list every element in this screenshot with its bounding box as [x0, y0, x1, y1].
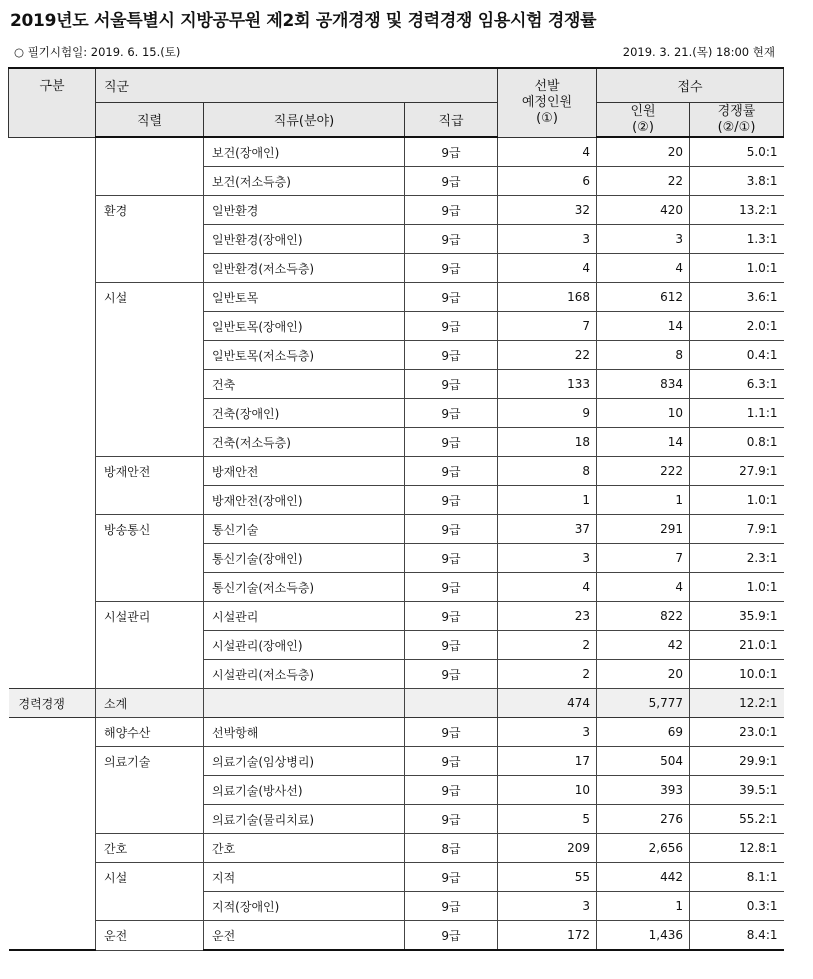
header-jikgeup: 직급: [405, 103, 498, 138]
cell-gubun: 경력경쟁: [9, 689, 96, 718]
cell-jikryeol: 소계: [96, 689, 204, 718]
cell-applicants: 2,656: [597, 834, 690, 863]
cell-gubun: [9, 137, 96, 167]
cell-planned: 22: [498, 341, 597, 370]
table-row: [9, 399, 784, 428]
cell-planned: 172: [498, 921, 597, 951]
cell-planned: 2: [498, 631, 597, 660]
cell-gubun: [9, 544, 96, 573]
cell-rate: 5.0:1: [690, 137, 784, 167]
table-row: [9, 457, 784, 486]
cell-gubun: [9, 747, 96, 776]
cell-gubun: [9, 312, 96, 341]
exam-date: ○ 필기시험일: 2019. 6. 15.(토): [14, 45, 181, 59]
cell-rate: 7.9:1: [690, 515, 784, 544]
cell-gubun: [9, 225, 96, 254]
cell-planned: 3: [498, 892, 597, 921]
cell-grade: 9급: [405, 457, 498, 486]
cell-applicants: 1: [597, 486, 690, 515]
cell-jikryeol: [96, 225, 204, 254]
cell-jikryu: 방재안전: [204, 457, 405, 486]
cell-applicants: 393: [597, 776, 690, 805]
table-row: [9, 805, 784, 834]
cell-applicants: 420: [597, 196, 690, 225]
cell-grade: 9급: [405, 283, 498, 312]
cell-jikryu: 의료기술(방사선): [204, 776, 405, 805]
cell-gubun: [9, 921, 96, 951]
table-row: [9, 486, 784, 515]
cell-planned: 18: [498, 428, 597, 457]
cell-grade: 9급: [405, 660, 498, 689]
cell-planned: 37: [498, 515, 597, 544]
cell-planned: 1: [498, 486, 597, 515]
cell-jikryu: 건축(장애인): [204, 399, 405, 428]
cell-applicants: 222: [597, 457, 690, 486]
cell-jikryu: [204, 689, 405, 718]
table-row: [9, 631, 784, 660]
cell-jikryeol: 간호: [96, 834, 204, 863]
cell-rate: 2.3:1: [690, 544, 784, 573]
cell-grade: 9급: [405, 486, 498, 515]
header-jikgun: 직군: [96, 68, 498, 103]
cell-jikryu: 지적(장애인): [204, 892, 405, 921]
cell-jikryeol: 운전: [96, 921, 204, 951]
cell-grade: 9급: [405, 573, 498, 602]
cell-rate: 27.9:1: [690, 457, 784, 486]
table-row: [9, 689, 784, 718]
cell-rate: 1.0:1: [690, 486, 784, 515]
cell-jikryu: 보건(저소득층): [204, 167, 405, 196]
cell-grade: 9급: [405, 921, 498, 951]
cell-applicants: 4: [597, 573, 690, 602]
cell-rate: 55.2:1: [690, 805, 784, 834]
cell-planned: 168: [498, 283, 597, 312]
cell-rate: 21.0:1: [690, 631, 784, 660]
cell-rate: 10.0:1: [690, 660, 784, 689]
cell-applicants: 834: [597, 370, 690, 399]
cell-planned: 133: [498, 370, 597, 399]
table-row: [9, 225, 784, 254]
cell-planned: 5: [498, 805, 597, 834]
cell-gubun: [9, 283, 96, 312]
header-rate: 경쟁률 (②/①): [690, 103, 784, 138]
cell-jikryu: 시설관리(장애인): [204, 631, 405, 660]
cell-jikryeol: [96, 776, 204, 805]
cell-planned: 209: [498, 834, 597, 863]
cell-gubun: [9, 196, 96, 225]
cell-jikryu: 통신기술(장애인): [204, 544, 405, 573]
cell-grade: 8급: [405, 834, 498, 863]
cell-rate: 1.1:1: [690, 399, 784, 428]
cell-jikryeol: [96, 573, 204, 602]
table-row: [9, 515, 784, 544]
table-row: [9, 834, 784, 863]
cell-jikryu: 시설관리: [204, 602, 405, 631]
cell-jikryeol: 방송통신: [96, 515, 204, 544]
cell-applicants: 14: [597, 312, 690, 341]
table-row: [9, 718, 784, 747]
cell-jikryu: 일반토목: [204, 283, 405, 312]
cell-jikryeol: 시설: [96, 863, 204, 892]
cell-jikryu: 보건(장애인): [204, 137, 405, 167]
cell-jikryu: 통신기술(저소득층): [204, 573, 405, 602]
cell-jikryu: 일반토목(저소득층): [204, 341, 405, 370]
cell-grade: 9급: [405, 225, 498, 254]
cell-gubun: [9, 631, 96, 660]
cell-planned: 8: [498, 457, 597, 486]
cell-grade: 9급: [405, 631, 498, 660]
cell-grade: 9급: [405, 428, 498, 457]
cell-jikryeol: [96, 399, 204, 428]
cell-gubun: [9, 167, 96, 196]
cell-planned: 23: [498, 602, 597, 631]
cell-rate: 29.9:1: [690, 747, 784, 776]
table-row: [9, 892, 784, 921]
table-row: [9, 544, 784, 573]
cell-jikryeol: [96, 341, 204, 370]
table-row: [9, 254, 784, 283]
table-row: [9, 428, 784, 457]
cell-gubun: [9, 573, 96, 602]
table-row: [9, 167, 784, 196]
cell-applicants: 4: [597, 254, 690, 283]
cell-rate: 13.2:1: [690, 196, 784, 225]
cell-applicants: 5,777: [597, 689, 690, 718]
cell-gubun: [9, 863, 96, 892]
cell-rate: 0.4:1: [690, 341, 784, 370]
cell-jikryeol: [96, 370, 204, 399]
cell-grade: 9급: [405, 718, 498, 747]
cell-gubun: [9, 834, 96, 863]
cell-jikryeol: [96, 660, 204, 689]
as-of-timestamp: 2019. 3. 21.(목) 18:00 현재: [622, 45, 775, 59]
header-applicants: 인원 (②): [597, 103, 690, 138]
cell-jikryeol: [96, 167, 204, 196]
table-row: [9, 137, 784, 167]
cell-jikryeol: [96, 544, 204, 573]
table-row: [9, 863, 784, 892]
table-row: [9, 660, 784, 689]
cell-grade: 9급: [405, 747, 498, 776]
cell-planned: 3: [498, 225, 597, 254]
cell-gubun: [9, 254, 96, 283]
cell-rate: 6.3:1: [690, 370, 784, 399]
cell-grade: 9급: [405, 341, 498, 370]
cell-planned: 10: [498, 776, 597, 805]
table-header: [9, 68, 784, 137]
cell-rate: 12.2:1: [690, 689, 784, 718]
header-gubun: 구분: [9, 68, 96, 137]
cell-jikryeol: [96, 312, 204, 341]
cell-applicants: 22: [597, 167, 690, 196]
cell-grade: 9급: [405, 544, 498, 573]
cell-applicants: 42: [597, 631, 690, 660]
cell-jikryu: 간호: [204, 834, 405, 863]
cell-gubun: [9, 486, 96, 515]
cell-applicants: 504: [597, 747, 690, 776]
cell-planned: 17: [498, 747, 597, 776]
cell-jikryu: 일반토목(장애인): [204, 312, 405, 341]
table-row: [9, 747, 784, 776]
cell-grade: 9급: [405, 196, 498, 225]
table-row: [9, 341, 784, 370]
cell-applicants: 69: [597, 718, 690, 747]
cell-gubun: [9, 370, 96, 399]
cell-rate: 12.8:1: [690, 834, 784, 863]
cell-jikryeol: 의료기술: [96, 747, 204, 776]
cell-planned: 9: [498, 399, 597, 428]
cell-applicants: 20: [597, 137, 690, 167]
cell-grade: 9급: [405, 254, 498, 283]
cell-rate: 3.6:1: [690, 283, 784, 312]
cell-planned: 3: [498, 544, 597, 573]
cell-gubun: [9, 602, 96, 631]
table-body: [9, 137, 784, 950]
cell-jikryu: 통신기술: [204, 515, 405, 544]
cell-grade: [405, 689, 498, 718]
cell-jikryu: 건축: [204, 370, 405, 399]
cell-applicants: 442: [597, 863, 690, 892]
cell-jikryeol: [96, 137, 204, 167]
table-row: [9, 776, 784, 805]
cell-gubun: [9, 341, 96, 370]
cell-applicants: 612: [597, 283, 690, 312]
cell-gubun: [9, 428, 96, 457]
table-row: [9, 370, 784, 399]
cell-grade: 9급: [405, 370, 498, 399]
cell-jikryeol: 시설관리: [96, 602, 204, 631]
cell-applicants: 1: [597, 892, 690, 921]
cell-planned: 4: [498, 137, 597, 167]
cell-rate: 0.8:1: [690, 428, 784, 457]
cell-jikryeol: [96, 254, 204, 283]
table-row: [9, 573, 784, 602]
cell-gubun: [9, 399, 96, 428]
cell-applicants: 10: [597, 399, 690, 428]
page-title: 2019년도 서울특별시 지방공무원 제2회 공개경쟁 및 경력경쟁 임용시험 경쟁률: [10, 11, 597, 31]
cell-jikryu: 방재안전(장애인): [204, 486, 405, 515]
cell-grade: 9급: [405, 776, 498, 805]
cell-jikryu: 일반환경: [204, 196, 405, 225]
cell-gubun: [9, 515, 96, 544]
cell-grade: 9급: [405, 805, 498, 834]
cell-jikryu: 시설관리(저소득층): [204, 660, 405, 689]
cell-jikryu: 일반환경(장애인): [204, 225, 405, 254]
cell-rate: 8.1:1: [690, 863, 784, 892]
cell-grade: 9급: [405, 399, 498, 428]
cell-jikryeol: [96, 486, 204, 515]
table-row: [9, 312, 784, 341]
table-row: [9, 602, 784, 631]
cell-applicants: 20: [597, 660, 690, 689]
cell-planned: 6: [498, 167, 597, 196]
cell-rate: 1.0:1: [690, 254, 784, 283]
competition-rate-table: [8, 67, 784, 951]
cell-jikryu: 의료기술(임상병리): [204, 747, 405, 776]
cell-applicants: 1,436: [597, 921, 690, 951]
cell-rate: 8.4:1: [690, 921, 784, 951]
cell-applicants: 14: [597, 428, 690, 457]
table-row: [9, 283, 784, 312]
cell-jikryu: 의료기술(물리치료): [204, 805, 405, 834]
cell-rate: 23.0:1: [690, 718, 784, 747]
cell-rate: 39.5:1: [690, 776, 784, 805]
cell-grade: 9급: [405, 863, 498, 892]
cell-gubun: [9, 457, 96, 486]
cell-grade: 9급: [405, 137, 498, 167]
cell-rate: 0.3:1: [690, 892, 784, 921]
cell-applicants: 291: [597, 515, 690, 544]
cell-rate: 1.0:1: [690, 573, 784, 602]
cell-jikryu: 선박항해: [204, 718, 405, 747]
cell-jikryeol: 시설: [96, 283, 204, 312]
cell-rate: 1.3:1: [690, 225, 784, 254]
cell-jikryeol: [96, 428, 204, 457]
cell-gubun: [9, 718, 96, 747]
cell-jikryeol: [96, 805, 204, 834]
cell-jikryeol: 해양수산: [96, 718, 204, 747]
cell-gubun: [9, 776, 96, 805]
cell-planned: 3: [498, 718, 597, 747]
cell-jikryeol: [96, 631, 204, 660]
cell-planned: 4: [498, 254, 597, 283]
cell-planned: 32: [498, 196, 597, 225]
cell-gubun: [9, 660, 96, 689]
cell-planned: 7: [498, 312, 597, 341]
cell-grade: 9급: [405, 515, 498, 544]
cell-jikryu: 일반환경(저소득층): [204, 254, 405, 283]
cell-planned: 4: [498, 573, 597, 602]
header-planned: 선발 예정인원 (①): [498, 68, 597, 137]
cell-grade: 9급: [405, 892, 498, 921]
cell-planned: 55: [498, 863, 597, 892]
cell-rate: 35.9:1: [690, 602, 784, 631]
header-jikryu: 직류(분야): [204, 103, 405, 138]
table-row: [9, 921, 784, 951]
cell-grade: 9급: [405, 167, 498, 196]
cell-applicants: 276: [597, 805, 690, 834]
cell-gubun: [9, 892, 96, 921]
cell-planned: 474: [498, 689, 597, 718]
cell-rate: 2.0:1: [690, 312, 784, 341]
cell-jikryeol: 방재안전: [96, 457, 204, 486]
header-jikryeol: 직렬: [96, 103, 204, 138]
header-jeopsu: 접수: [597, 68, 784, 103]
cell-jikryeol: 환경: [96, 196, 204, 225]
cell-applicants: 7: [597, 544, 690, 573]
cell-applicants: 8: [597, 341, 690, 370]
cell-planned: 2: [498, 660, 597, 689]
cell-applicants: 822: [597, 602, 690, 631]
cell-grade: 9급: [405, 602, 498, 631]
cell-applicants: 3: [597, 225, 690, 254]
cell-jikryu: 지적: [204, 863, 405, 892]
cell-jikryu: 운전: [204, 921, 405, 951]
table-row: [9, 196, 784, 225]
cell-gubun: [9, 805, 96, 834]
cell-rate: 3.8:1: [690, 167, 784, 196]
cell-jikryeol: [96, 892, 204, 921]
cell-jikryu: 건축(저소득층): [204, 428, 405, 457]
cell-grade: 9급: [405, 312, 498, 341]
